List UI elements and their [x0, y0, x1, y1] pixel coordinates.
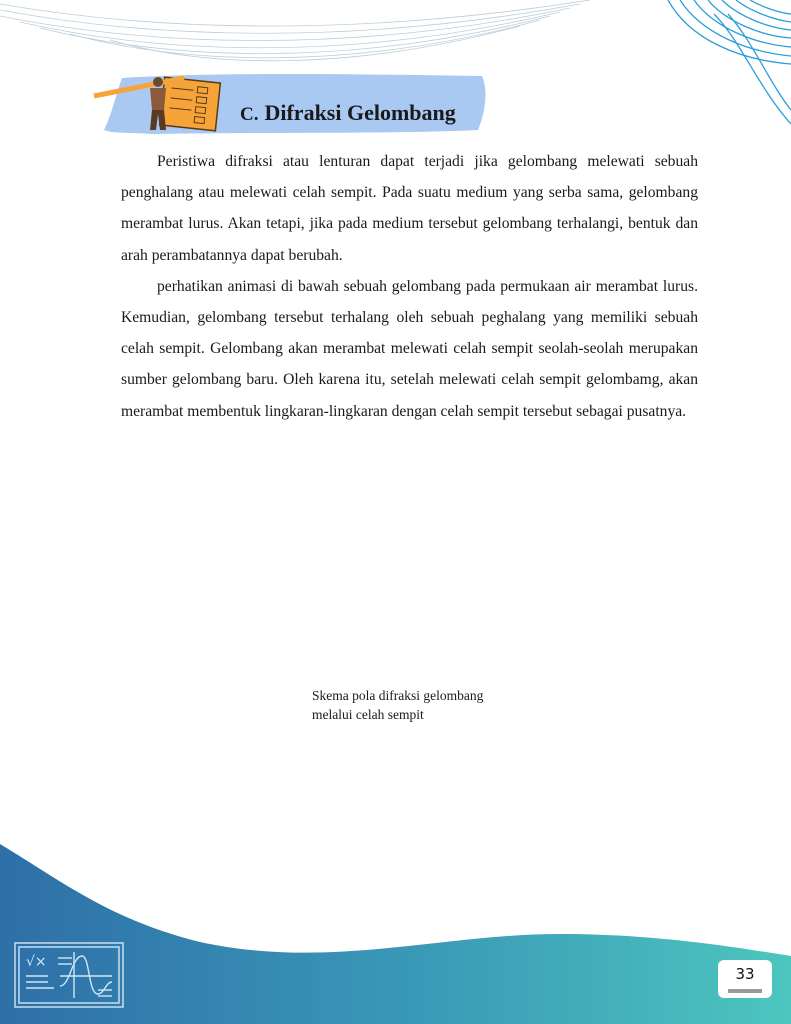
section-letter: C. — [240, 104, 259, 125]
figure-caption — [312, 686, 552, 724]
section-title: Difraksi Gelombang — [264, 100, 456, 125]
paragraph: Peristiwa difraksi atau lenturan dapat terjadi jika gelombang melewati sebuah penghalang atau melewati celah sempit. Pada suatu medium yang serba sama, gelombang merambat lurus. Akan tetapi, jika pada medium tersebut gelombang terhalangi, bentuk dan arah perambatannya dapat berubah. — [121, 153, 698, 264]
math-board-icon — [14, 942, 124, 1008]
page-number: 33 — [735, 965, 755, 983]
page-number-badge — [718, 960, 772, 998]
page-number-underline — [728, 989, 762, 993]
clipboard-icon — [160, 77, 221, 131]
paragraph: perhatikan animasi di bawah sebuah gelombang pada permukaan air merambat lurus. Kemudian, gelombang tersebut terhalang oleh sebuah peghalang yang memiliki sebuah celah sempit. Gelombang akan merambat melewati celah sempit seolah-seolah merupakan sumber gelombang baru. Oleh karena itu, setelah melewati celah sempit gelombamg, akan merambat membentuk lingkaran-lingkaran dengan celah sempit tersebut sebagai pusatnya. — [121, 277, 698, 420]
body-text — [121, 146, 698, 427]
section-heading — [240, 100, 456, 126]
caption-line: melalui celah sempit — [312, 707, 424, 722]
caption-line: Skema pola difraksi gelombang — [312, 688, 484, 703]
svg-text:√×: √× — [26, 954, 47, 970]
